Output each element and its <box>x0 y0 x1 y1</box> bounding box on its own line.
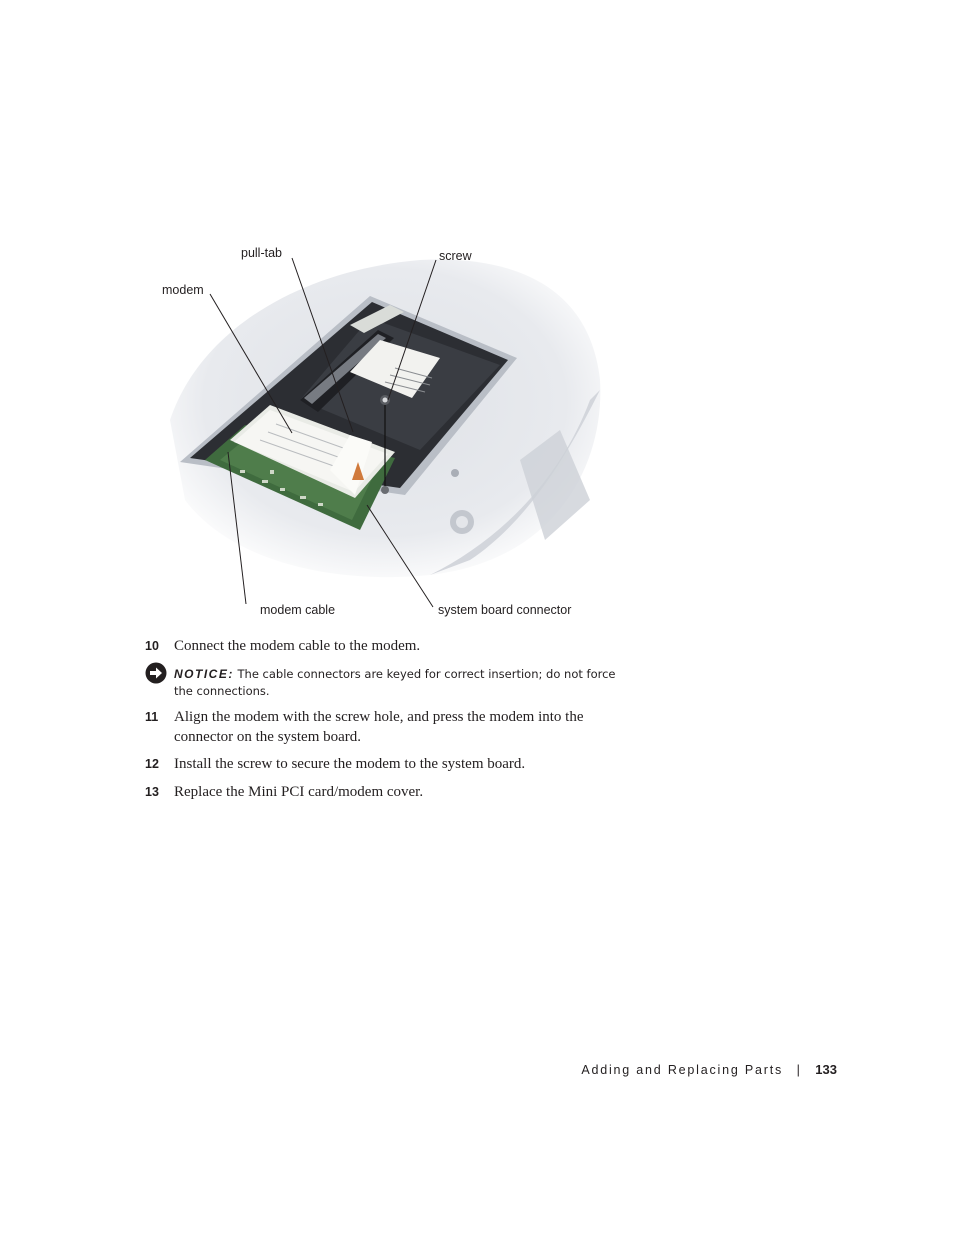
step-number: 11 <box>145 710 159 724</box>
notice-label: NOTICE: <box>174 667 234 681</box>
page-footer <box>581 1062 837 1077</box>
footer-separator: | <box>796 1063 800 1077</box>
footer-section-title: Adding and Replacing Parts <box>581 1063 784 1077</box>
notice-body <box>174 666 624 700</box>
step-text: Install the screw to secure the modem to the system board. <box>174 756 526 772</box>
step-text: Connect the modem cable to the modem. <box>174 638 421 654</box>
step-number: 10 <box>145 639 159 653</box>
notice-text: The cable connectors are keyed for correct insertion; do not force the connections. <box>174 667 616 698</box>
screw-callout: screw <box>439 249 472 263</box>
step-text: Align the modem with the screw hole, and press the modem into the connector on the system board. <box>174 709 584 745</box>
page-number: 133 <box>815 1062 837 1077</box>
system-board-connector-callout: system board connector <box>438 603 572 617</box>
step-text: Replace the Mini PCI card/modem cover. <box>174 784 424 800</box>
step-number: 13 <box>145 785 159 799</box>
modem-cable-callout: modem cable <box>260 603 336 617</box>
notice-arrow-icon <box>145 662 167 684</box>
pull-tab-callout: pull-tab <box>241 246 282 260</box>
step-number: 12 <box>145 757 159 771</box>
modem-callout: modem <box>162 283 204 297</box>
